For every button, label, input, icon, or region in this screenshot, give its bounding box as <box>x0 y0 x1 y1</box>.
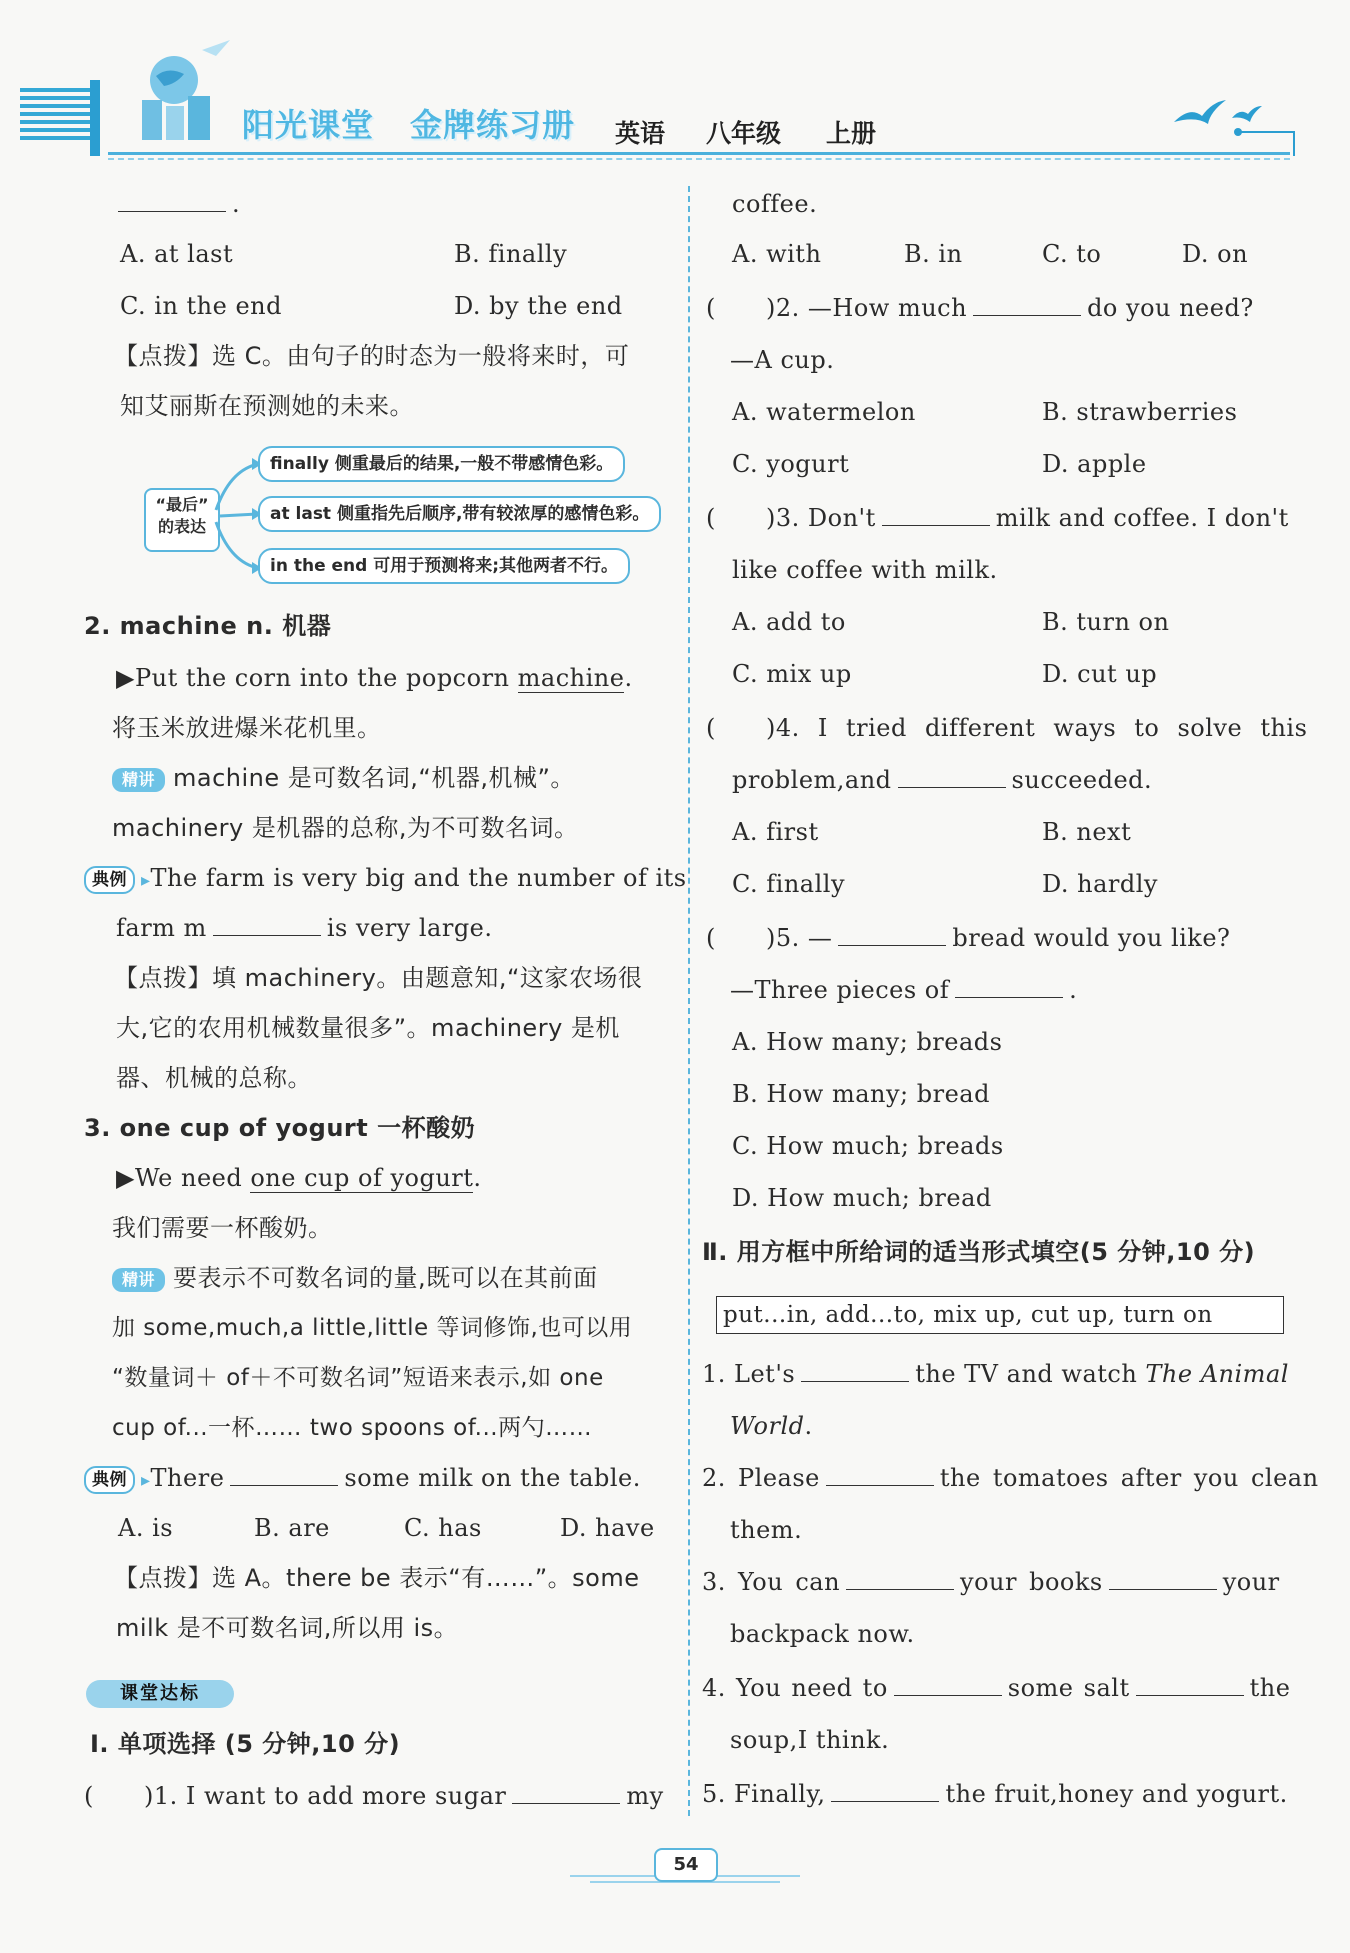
dianli-tag-2: 典例 <box>84 1466 135 1494</box>
header-dashed-rule <box>108 158 1290 160</box>
jingjiang-tag-2: 精讲 <box>112 1268 165 1292</box>
question-5-line-2: —Three pieces of . <box>730 976 1078 1004</box>
tip-2-line-3: 器、机械的总称。 <box>116 1064 312 1092</box>
item-2-example-2-line-2: farm m is very large. <box>116 914 493 942</box>
q5-option-d: D. How much; bread <box>732 1184 992 1212</box>
header-stripes <box>20 88 98 150</box>
question-2-answer: —A cup. <box>730 346 835 374</box>
item-3-option-a: A. is <box>118 1514 174 1542</box>
item-3-note-4: cup of...一杯…… two spoons of...两勺…… <box>112 1415 593 1441</box>
q2-option-d: D. apple <box>1042 450 1147 478</box>
q4-option-c: C. finally <box>732 870 845 898</box>
item-2-note-2: machinery 是机器的总称,为不可数名词。 <box>112 814 579 842</box>
tip-1-line-1: 【点拨】选 C。由句子的时态为一般将来时，可 <box>114 342 630 370</box>
globe-logo-icon <box>112 40 232 150</box>
question-tail: . <box>118 188 240 220</box>
item-3-note-3: “数量词＋ of＋不可数名词”短语来表示,如 one <box>112 1365 604 1391</box>
brand-title-2: 金牌练习册 <box>410 106 576 144</box>
fill-3-line-2: backpack now. <box>730 1620 915 1648</box>
item-2-example: ▶Put the corn into the popcorn machine. <box>116 664 633 692</box>
item-3-option-c: C. has <box>404 1514 482 1542</box>
subject-label: 英语 <box>615 119 666 148</box>
question-5: ( )5. — bread would you like? <box>706 924 1231 952</box>
brand-title-1: 阳光课堂 <box>242 106 375 144</box>
fill-4-line-2: soup,I think. <box>730 1726 890 1754</box>
diagram-box-at-last: at last 侧重指先后顺序,带有较浓厚的感情色彩。 <box>258 496 661 532</box>
option-b: B. finally <box>454 240 568 268</box>
grade-label: 八年级 <box>706 119 782 148</box>
q3-option-c: C. mix up <box>732 660 852 688</box>
diagram-center-line-2: 的表达 <box>157 517 206 536</box>
item-3-title: 3. one cup of yogurt 一杯酸奶 <box>84 1114 476 1142</box>
option-c: C. in the end <box>120 292 282 320</box>
class-practice-badge: 课堂达标 <box>86 1680 234 1708</box>
volume-label: 上册 <box>826 119 877 148</box>
q5-option-a: A. How many; breads <box>732 1028 1003 1056</box>
q1-option-a: A. with <box>732 240 822 268</box>
fill-3: 3. You can your books your <box>702 1568 1280 1596</box>
word-box: put...in, add...to, mix up, cut up, turn on <box>716 1296 1284 1334</box>
fill-1-line-2: World. <box>730 1412 813 1440</box>
item-3-example: ▶We need one cup of yogurt. <box>116 1164 482 1192</box>
q2-option-b: B. strawberries <box>1042 398 1238 426</box>
question-4: ( )4. I tried different ways to solve this <box>706 714 1308 742</box>
q2-option-c: C. yogurt <box>732 450 850 478</box>
q5-option-c: C. How much; breads <box>732 1132 1004 1160</box>
tip-3-line-2: milk 是不可数名词,所以用 is。 <box>116 1614 459 1642</box>
q2-option-a: A. watermelon <box>732 398 916 426</box>
option-a: A. at last <box>120 240 234 268</box>
q3-option-b: B. turn on <box>1042 608 1170 636</box>
q4-option-b: B. next <box>1042 818 1132 846</box>
diagram-box-finally: finally 侧重最后的结果,一般不带感情色彩。 <box>258 446 625 482</box>
tip-2-line-2: 大,它的农用机械数量很多”。machinery 是机 <box>116 1014 620 1042</box>
dianli-tag: 典例 <box>84 866 135 894</box>
tip-1-line-2: 知艾丽斯在预测她的未来。 <box>120 392 414 420</box>
jingjiang-tag: 精讲 <box>112 768 165 792</box>
item-2-translation: 将玉米放进爆米花机里。 <box>112 714 382 742</box>
q3-option-a: A. add to <box>732 608 846 636</box>
option-d: D. by the end <box>454 292 623 320</box>
question-2: ( )2. —How much do you need? <box>706 294 1254 322</box>
q4-option-a: A. first <box>732 818 819 846</box>
question-3-line-2: like coffee with milk. <box>732 556 998 584</box>
fill-4: 4. You need to some salt the <box>702 1674 1291 1702</box>
diagram-center-box <box>144 488 220 552</box>
tip-3-line-1: 【点拨】选 A。there be 表示“有……”。some <box>114 1564 640 1592</box>
diagram-box-in-the-end: in the end 可用于预测将来;其他两者不行。 <box>258 548 630 584</box>
item-3-note-2: 加 some,much,a little,little 等词修饰,也可以用 <box>112 1315 633 1341</box>
fill-5: 5. Finally, the fruit,honey and yogurt. <box>702 1780 1288 1808</box>
item-3-option-b: B. are <box>254 1514 330 1542</box>
item-3-translation: 我们需要一杯酸奶。 <box>112 1214 333 1242</box>
fill-2-line-2: them. <box>730 1516 803 1544</box>
q1-option-d: D. on <box>1182 240 1249 268</box>
question-4-line-2: problem,and succeeded. <box>732 766 1153 794</box>
item-3-note-1: 精讲 要表示不可数名词的量,既可以在其前面 <box>112 1262 598 1294</box>
diagram-center-line-1: “最后” <box>155 495 209 514</box>
question-1: ( )1. I want to add more sugar my <box>84 1782 664 1810</box>
question-3: ( )3. Don't milk and coffee. I don't <box>706 504 1289 532</box>
section-2-title: Ⅱ. 用方框中所给词的适当形式填空(5 分钟,10 分) <box>702 1238 1256 1266</box>
q3-option-d: D. cut up <box>1042 660 1158 688</box>
fill-2: 2. Please the tomatoes after you clean <box>702 1464 1319 1492</box>
q1-option-b: B. in <box>904 240 963 268</box>
q4-option-d: D. hardly <box>1042 870 1158 898</box>
header-rule <box>108 152 1290 155</box>
item-2-example-2: 典例 ▸The farm is very big and the number of its <box>84 862 687 897</box>
tip-2-line-1: 【点拨】填 machinery。由题意知,“这家农场很 <box>114 964 643 992</box>
page-number: 54 <box>654 1848 718 1882</box>
item-2-title: 2. machine n. 机器 <box>84 612 332 640</box>
question-1-tail: coffee. <box>732 190 818 218</box>
item-3-option-d: D. have <box>560 1514 655 1542</box>
q1-option-c: C. to <box>1042 240 1102 268</box>
header-bar <box>90 80 100 156</box>
fill-1: 1. Let's the TV and watch The Animal <box>702 1360 1289 1388</box>
q5-option-b: B. How many; bread <box>732 1080 990 1108</box>
column-divider <box>688 186 690 1816</box>
section-1-title: Ⅰ. 单项选择 (5 分钟,10 分) <box>90 1730 401 1758</box>
item-2-note-1: 精讲 machine 是可数名词,“机器,机械”。 <box>112 762 575 794</box>
item-3-example-2: 典例 ▸There some milk on the table. <box>84 1462 641 1497</box>
birds-icon <box>1168 92 1298 162</box>
